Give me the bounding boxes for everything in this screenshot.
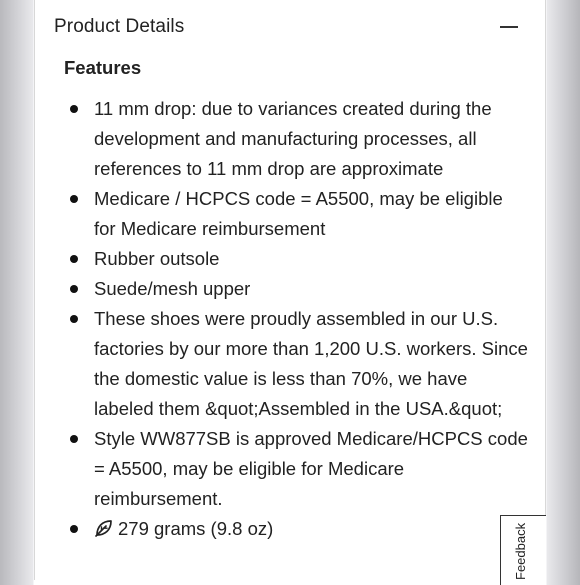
product-details-accordion-header[interactable] — [35, 0, 547, 54]
bullet-icon — [70, 255, 78, 263]
bullet-icon — [70, 435, 78, 443]
bullet-icon — [70, 195, 78, 203]
leaf-icon — [94, 518, 114, 538]
feature-text: 279 grams (9.8 oz) — [118, 518, 274, 539]
accordion-title: Product Details — [54, 16, 185, 37]
bullet-icon — [70, 105, 78, 113]
bullet-icon — [70, 315, 78, 323]
feature-item-weight — [35, 514, 547, 544]
feature-item — [35, 424, 547, 514]
minus-icon[interactable] — [499, 17, 519, 37]
feature-text: Style WW877SB is approved Medicare/HCPCS code = A5500, may be eligible for Medicare reimbursement. — [94, 428, 528, 509]
feature-item — [35, 184, 547, 244]
feature-text: Rubber outsole — [94, 248, 220, 269]
product-details-panel — [34, 0, 546, 580]
features-list — [35, 94, 547, 544]
feature-text: 11 mm drop: due to variances created during the development and manufacturing processes, all references to 11 mm drop are approximate — [94, 98, 492, 179]
feature-item — [35, 94, 547, 184]
bullet-icon — [70, 525, 78, 533]
feature-item — [35, 304, 547, 424]
features-heading: Features — [64, 57, 142, 78]
feature-text: Medicare / HCPCS code = A5500, may be eligible for Medicare reimbursement — [94, 188, 503, 239]
feature-item — [35, 244, 547, 274]
feedback-button[interactable] — [500, 515, 546, 585]
bullet-icon — [70, 285, 78, 293]
feedback-label: Feedback — [513, 522, 528, 580]
feature-text: These shoes were proudly assembled in our U.S. factories by our more than 1,200 U.S. workers. Since the domestic value is less than 70%, we have labeled them &quot;Assembled in the USA.&quot; — [94, 308, 528, 419]
feature-item — [35, 274, 547, 304]
feature-text: Suede/mesh upper — [94, 278, 251, 299]
